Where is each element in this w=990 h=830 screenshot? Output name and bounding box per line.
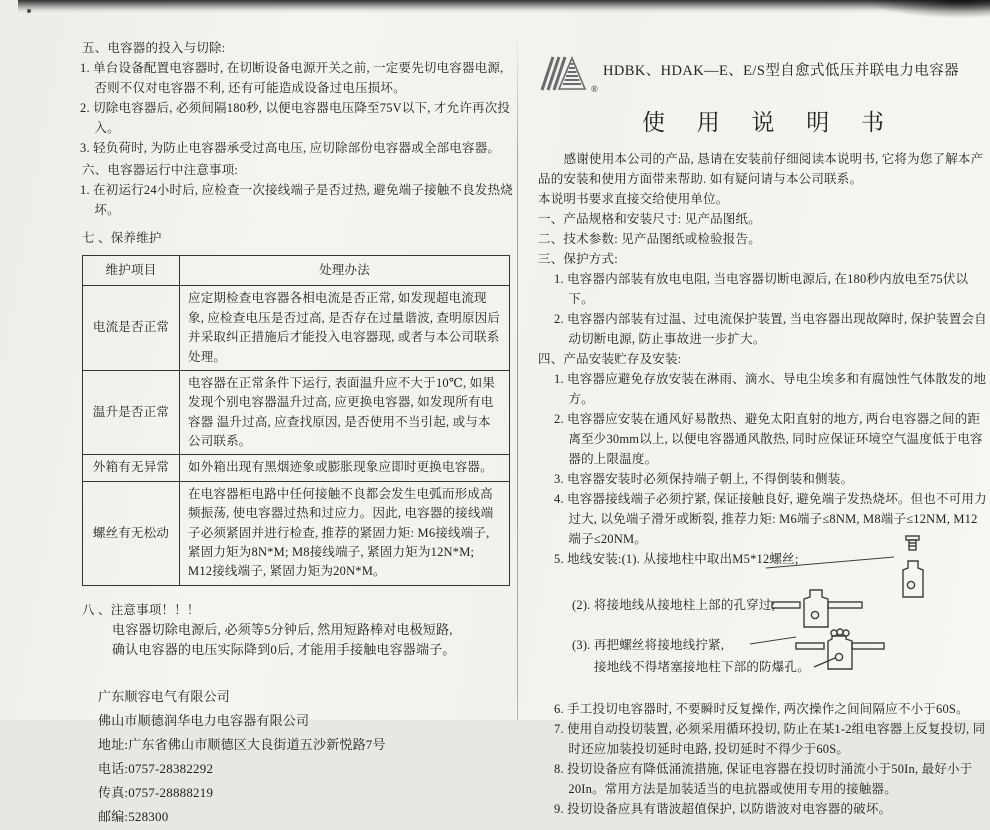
maint-item-cell: 外箱有无异常: [83, 455, 180, 481]
ground-step-2: (2). 将接地线从接地柱上部的孔穿过;: [572, 597, 776, 612]
section-4-heading: 四、产品安装贮存及安装:: [538, 351, 682, 366]
section-3-heading: 三、保护方式:: [538, 251, 618, 266]
registered-trademark-mark: ®: [591, 83, 599, 94]
company-fax: 传真:0757-28888219: [98, 785, 214, 801]
intro-paragraph: 感谢使用本公司的产品, 恳请在安装前仔细阅读本说明书, 它将为您了解本产品的安装和使用方面带来帮助. 如有疑问请与本公司联系。: [538, 151, 984, 186]
maint-item-cell: 电流是否正常: [83, 286, 180, 371]
section-5-heading: 五、电容器的投入与切除:: [82, 41, 226, 55]
section-3-item-2: 2. 电容器内部装有过温、过电流保护装置, 当电容器出现故障时, 保护装置会自动切断电源, 防止事故进一步扩大。: [554, 311, 987, 346]
section-5-item-3: 3. 轻负荷时, 为防止电容器承受过高电压, 应切除部份电容器或全部电容器。: [80, 141, 501, 155]
maint-item-cell: 温升是否正常: [83, 370, 180, 455]
scan-speck: [27, 9, 31, 13]
column-header-method: 处理办法: [180, 256, 510, 286]
company-address: 地址:广东省佛山市顺德区大良街道五沙新悦路7号: [98, 737, 386, 753]
section-2: 二、技术参数: 见产品图纸或检验报告。: [538, 231, 761, 246]
intro-note: 本说明书要求直接交给使用单位。: [538, 191, 729, 206]
product-model-title: HDBK、HDAK—E、E/S型自愈式低压并联电力电容器: [603, 63, 960, 79]
ground-post-with-screw-diagram: [896, 535, 930, 609]
section-4-item-2: 2. 电容器应安装在通风好易散热、避免太阳直射的地方, 两台电容器之间的距离至少30mm以上, 以便电容器通风散热, 同时应保证环境空气温度低于电容器的上限温度。: [554, 411, 983, 466]
company-name-1: 广东顺容电气有限公司: [98, 689, 231, 705]
ground-post-wire-diagram: [770, 589, 866, 631]
section-3-item-1: 1. 电容器内部装有放电电阻, 当电容器切断电源后, 在180秒内放电至75伏以下。: [554, 271, 969, 306]
section-8: [80, 600, 516, 662]
section-8-heading: 八 、注意事项！！！: [82, 602, 200, 617]
table-row: [83, 370, 510, 455]
section-5-item-2: 2. 切除电容器后, 必须间隔180秒, 以便电容器电压降至75V以下, 才允许再次投入。: [80, 101, 511, 135]
maint-method-cell: 电容器在正常条件下运行, 表面温升应不大于10℃, 如果发现个别电容器温升过高, 应更换电容器, 如发现所有电容器 温升过高, 应查找原因, 是否使用不当引起, 或与本公司联系。: [180, 370, 510, 455]
section-8-line-2: 确认电容器的电压实际降到0后, 才能用手接触电容器端子。: [112, 642, 456, 658]
document-title: 使 用 说 明 书: [642, 110, 897, 135]
section-5-item-1: 1. 单台设备配置电容器时, 在切断设备电源开关之前, 一定要先切电容器电源, 否则不仅对电容器不利, 还有可能造成设备过电压损坏。: [80, 61, 504, 95]
company-zip: 邮编:528300: [98, 809, 169, 825]
section-item-8: 8. 投切设备应有降低涌流措施, 保证电容器在投切时涌流小于50In, 最好小于20In。常用方法是加装适当的电抗器或使用专用的接触器。: [554, 761, 973, 796]
section-6-heading: 六、电容器运行中注意事项:: [82, 163, 239, 177]
ground-post-tightened-diagram: [792, 627, 892, 673]
scanner-edge-shadow: [18, 0, 990, 13]
company-phone: 电话:0757-28382292: [98, 761, 214, 777]
section-8-line-1: 电容器切除电源后, 必须等5分钟后, 然用短路棒对电极短路,: [112, 621, 453, 637]
maintenance-table: [82, 255, 510, 586]
page-fold-line: [517, 30, 518, 720]
section-4-item-4: 4. 电容器接线端子必须拧紧, 保证接触良好, 避免端子发热烧坏。但也不可用力过大, 以免端子滑牙或断裂, 推荐力矩: M6端子≤8NM, M8端子≤12NM, M12端子≤20NM。: [554, 491, 987, 546]
section-6-item-1: 1. 在初运行24小时后, 应检查一次接线端子是否过热, 避免端子接触不良发热烧坏。: [80, 183, 514, 217]
maint-method-cell: 在电容器柜电路中任何接触不良都会发生电弧而形成高频振荡, 使电容器过热和过应力。因此, 电容器的接线端子必须紧固并进行检查, 推荐的紧固力矩: M6接线端子, 紧固力矩为8N*M; M8接线端子, 紧固力矩为12N*M; M12接线端子, 紧固力矩为20N*M。: [180, 481, 510, 585]
ground-step-3: (3). 再把螺丝将接地线拧紧,: [572, 637, 725, 652]
left-page: [80, 36, 516, 830]
leader-line: [750, 635, 796, 645]
table-header-row: [83, 256, 510, 286]
table-row: [83, 286, 510, 371]
ground-step-1: 5. 地线安装:(1). 从接地柱中取出M5*12螺丝;: [554, 551, 799, 566]
maint-item-cell: 螺丝有无松动: [83, 481, 180, 585]
scanner-corner-shadow: [870, 0, 990, 18]
section-1: 一、产品规格和安装尺寸: 见产品图纸。: [538, 211, 761, 226]
section-item-6: 6. 手工投切电容器时, 不要瞬时反复操作, 两次操作之间间隔应不小于60S。: [554, 701, 969, 716]
section-4-item-1: 1. 电容器应避免存放安装在淋雨、滴水、导电尘埃多和有腐蚀性气体散发的地方。: [554, 371, 987, 406]
company-logo-icon: [538, 52, 590, 100]
right-page: [538, 50, 988, 819]
section-item-9: 9. 投切设备应具有谐波超值保护, 以防谐波对电容器的破坏。: [554, 801, 892, 816]
company-contact-block: [98, 685, 516, 829]
table-row: [83, 481, 510, 585]
maint-method-cell: 如外箱出现有黑烟迹象或膨胀现象应即时更换电容器。: [180, 455, 510, 481]
leader-line: [766, 555, 894, 569]
company-name-2: 佛山市顺德润华电力电容器有限公司: [98, 713, 310, 729]
column-header-item: 维护项目: [83, 256, 180, 286]
brand-header: [538, 50, 988, 100]
maint-method-cell: 应定期检查电容器各相电流是否正常, 如发现超电流现象, 应检查电压是否过高, 是否存在过量谐波, 查明原因后并采取纠正措施后才能投入电容器现, 或者与本公司联系处理。: [180, 286, 510, 371]
grounding-instructions: [554, 549, 988, 699]
section-item-7: 7. 使用自动投切装置, 必须采用循环投切, 防止在某1-2组电容器上反复投切, 同时还应加装投切延时电路, 投切延时不得少于60S。: [554, 721, 986, 756]
table-row: [83, 455, 510, 481]
section-4-item-3: 3. 电容器安装时必须保持端子朝上, 不得倒装和侧装。: [554, 471, 854, 486]
section-7-heading: 七 、保养维护: [82, 231, 162, 245]
ground-step-3-note: 接地线不得堵塞接地柱下部的防爆孔。: [594, 659, 810, 674]
